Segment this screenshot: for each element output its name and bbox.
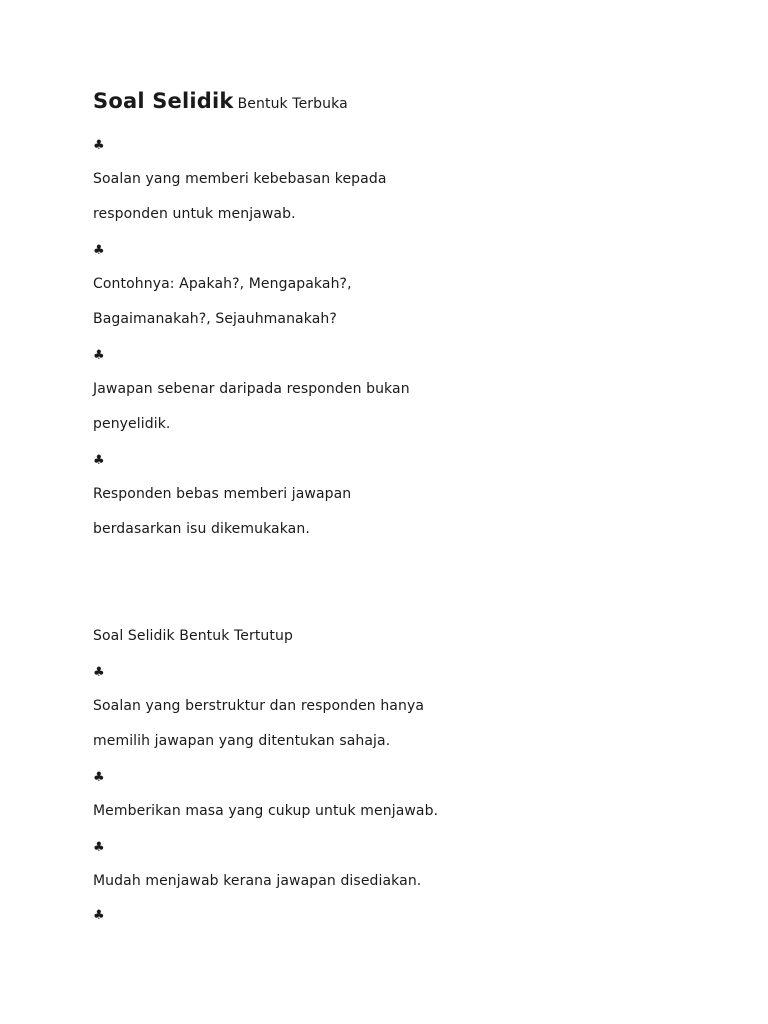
section2-item3-line1: Mudah menjawab kerana jawapan disediakan. bbox=[93, 873, 422, 889]
club-bullet-icon: ♣ bbox=[93, 243, 105, 258]
section1-item1-line1: Soalan yang memberi kebebasan kepada bbox=[93, 171, 387, 187]
section1-title-sub: Bentuk Terbuka bbox=[237, 96, 348, 112]
section1-item4-line1: Responden bebas memberi jawapan bbox=[93, 486, 352, 502]
section2-item1-line1: Soalan yang berstruktur dan responden hanya bbox=[93, 698, 425, 714]
club-bullet-icon: ♣ bbox=[93, 138, 105, 153]
section1-item1-line2: responden untuk menjawab. bbox=[93, 206, 296, 222]
club-bullet-icon: ♣ bbox=[93, 908, 105, 923]
section2-title: Soal Selidik Bentuk Tertutup bbox=[93, 628, 293, 644]
section1-item3-line2: penyelidik. bbox=[93, 416, 171, 432]
section1-item2-line2: Bagaimanakah?, Sejauhmanakah? bbox=[93, 311, 337, 327]
club-bullet-icon: ♣ bbox=[93, 840, 105, 855]
club-bullet-icon: ♣ bbox=[93, 348, 105, 363]
section2-item1-line2: memilih jawapan yang ditentukan sahaja. bbox=[93, 733, 391, 749]
club-bullet-icon: ♣ bbox=[93, 770, 105, 785]
club-bullet-icon: ♣ bbox=[93, 453, 105, 468]
section1-heading bbox=[93, 89, 348, 113]
section1-title-main: Soal Selidik bbox=[93, 89, 234, 113]
club-bullet-icon: ♣ bbox=[93, 665, 105, 680]
section1-item2-line1: Contohnya: Apakah?, Mengapakah?, bbox=[93, 276, 352, 292]
section1-item4-line2: berdasarkan isu dikemukakan. bbox=[93, 521, 310, 537]
section1-item3-line1: Jawapan sebenar daripada responden bukan bbox=[93, 381, 410, 397]
section2-item2-line1: Memberikan masa yang cukup untuk menjawab. bbox=[93, 803, 439, 819]
